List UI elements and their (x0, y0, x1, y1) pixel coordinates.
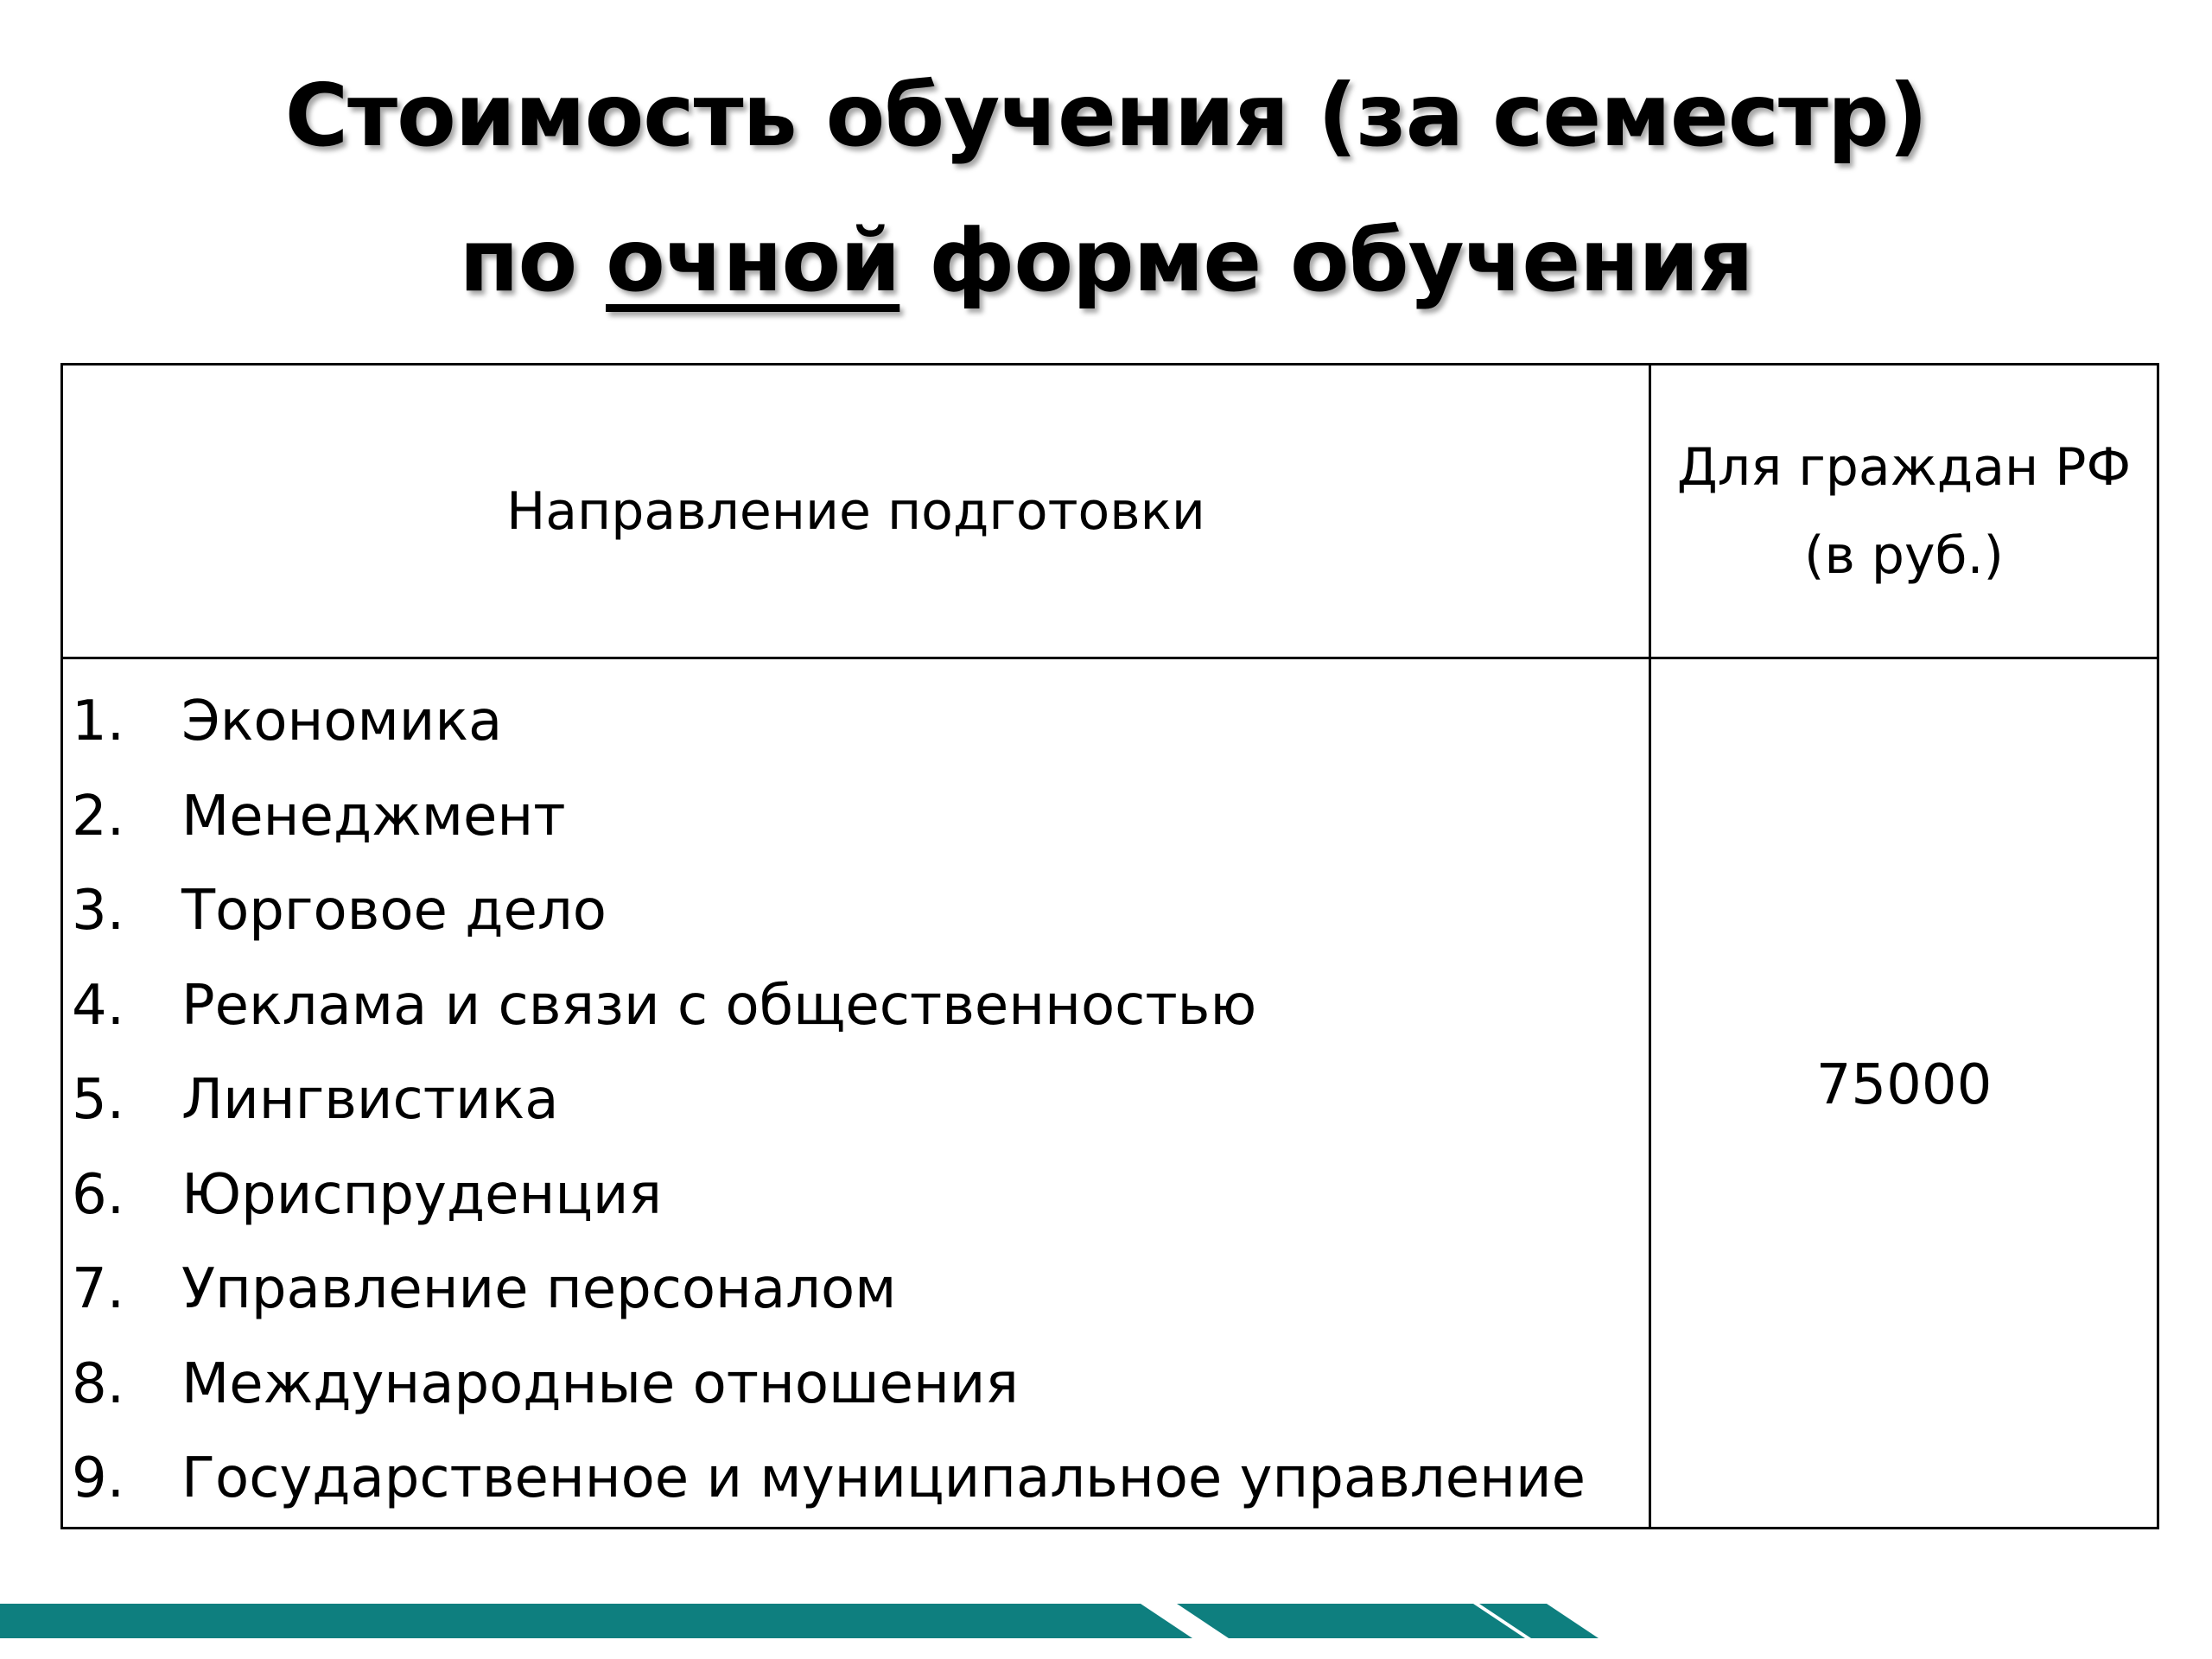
item-label: Менеджмент (181, 784, 566, 849)
title-line-2 (0, 188, 2212, 334)
item-label: Лингвистика (181, 1068, 559, 1132)
item-number: 6. (72, 1162, 125, 1227)
header-price-line-1: Для граждан РФ (1676, 436, 2132, 498)
item-label: Торговое дело (181, 879, 607, 943)
header-price-line-2: (в руб.) (1804, 524, 2004, 586)
item-label: Реклама и связи с общественностью (181, 973, 1257, 1038)
title-emphasis: очной (606, 210, 900, 311)
table-header-row (62, 365, 2158, 658)
item-label: Управление персоналом (181, 1257, 897, 1321)
header-direction: Направление подготовки (62, 365, 1650, 658)
slide-title (0, 43, 2212, 334)
list-item (72, 864, 1649, 959)
item-label: Государственное и муниципальное управление (181, 1446, 1586, 1510)
item-number: 7. (72, 1257, 125, 1321)
price-value: 75000 (1650, 658, 2158, 1529)
list-item (72, 675, 1649, 770)
list-item (72, 1338, 1649, 1433)
list-item (72, 1148, 1649, 1243)
list-item (72, 1053, 1649, 1148)
list-item (72, 959, 1649, 1054)
item-number: 8. (72, 1351, 125, 1416)
list-item (72, 1243, 1649, 1338)
footer-stripe-2 (1177, 1604, 1525, 1638)
item-number: 3. (72, 879, 125, 943)
list-item (72, 1432, 1649, 1527)
list-item (72, 770, 1649, 865)
footer-stripe-1 (0, 1604, 1192, 1638)
title-suffix: форме обучения (929, 210, 1753, 311)
title-prefix: по (459, 210, 577, 311)
directions-cell (62, 658, 1650, 1529)
item-number: 9. (72, 1446, 125, 1510)
footer-stripes-decoration (0, 1604, 2212, 1659)
header-price (1650, 365, 2158, 658)
item-number: 5. (72, 1068, 125, 1132)
item-label: Экономика (181, 690, 503, 753)
item-number: 4. (72, 973, 125, 1038)
item-number: 1. (72, 690, 125, 753)
directions-list (63, 659, 1649, 1527)
table-body-row (62, 658, 2158, 1529)
tuition-table (60, 363, 2159, 1529)
item-label: Международные отношения (181, 1351, 1019, 1416)
title-line-1: Стоимость обучения (за семестр) (284, 65, 1928, 166)
item-number: 2. (72, 784, 125, 849)
item-label: Юриспруденция (181, 1162, 662, 1227)
